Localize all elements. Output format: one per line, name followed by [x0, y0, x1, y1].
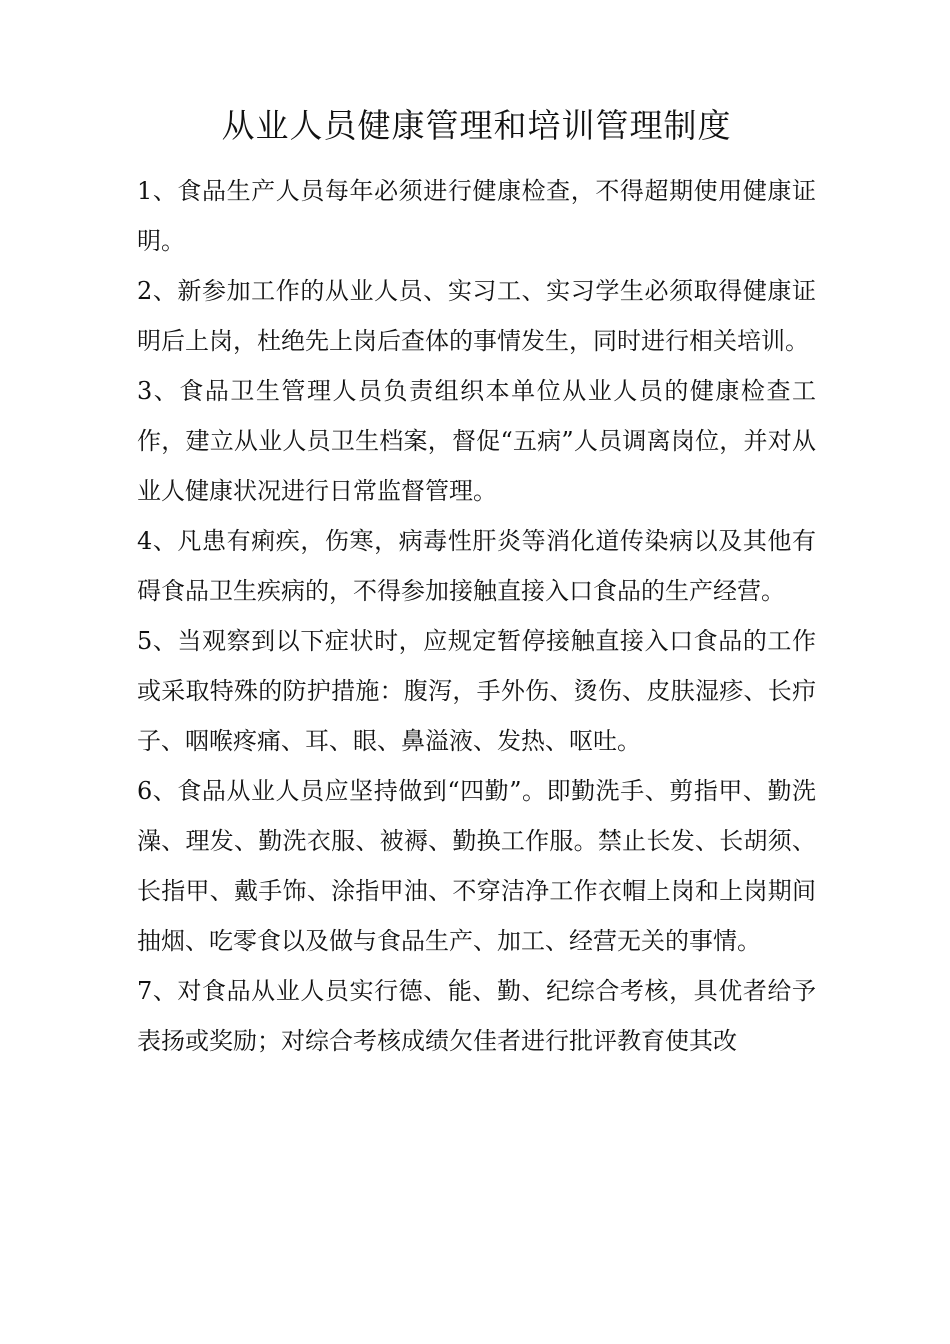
paragraph-item-1: 1、食品生产人员每年必须进行健康检查，不得超期使用健康证明。 — [137, 177, 816, 255]
paragraph-item-3: 3、食品卫生管理人员负责组织本单位从业人员的健康检查工作，建立从业人员卫生档案，督促“五病”人员调离岗位，并对从业人健康状况进行日常监督管理。 — [137, 377, 816, 505]
paragraph-item-2: 2、新参加工作的从业人员、实习工、实习学生必须取得健康证明后上岗，杜绝先上岗后查体的事情发生，同时进行相关培训。 — [137, 277, 816, 355]
document-title: 从业人员健康管理和培训管理制度 — [221, 106, 732, 145]
document-body — [137, 166, 816, 1066]
paragraph-item-5: 5、当观察到以下症状时，应规定暂停接触直接入口食品的工作或采取特殊的防护措施：腹泻，手外伤、烫伤、皮肤湿疹、长疖子、咽喉疼痛、耳、眼、鼻溢液、发热、呕吐。 — [137, 627, 816, 755]
paragraph-item-7: 7、对食品从业人员实行德、能、勤、纪综合考核，具优者给予表扬或奖励；对综合考核成绩欠佳者进行批评教育使其改 — [137, 977, 816, 1055]
paragraph-item-4: 4、凡患有痢疾，伤寒，病毒性肝炎等消化道传染病以及其他有碍食品卫生疾病的，不得参加接触直接入口食品的生产经营。 — [137, 527, 816, 605]
paragraph-item-6: 6、食品从业人员应坚持做到“四勤”。即勤洗手、剪指甲、勤洗澡、理发、勤洗衣服、被褥、勤换工作服。禁止长发、长胡须、长指甲、戴手饰、涂指甲油、不穿洁净工作衣帽上岗和上岗期间抽烟、吃零食以及做与食品生产、加工、经营无关的事情。 — [137, 777, 816, 955]
